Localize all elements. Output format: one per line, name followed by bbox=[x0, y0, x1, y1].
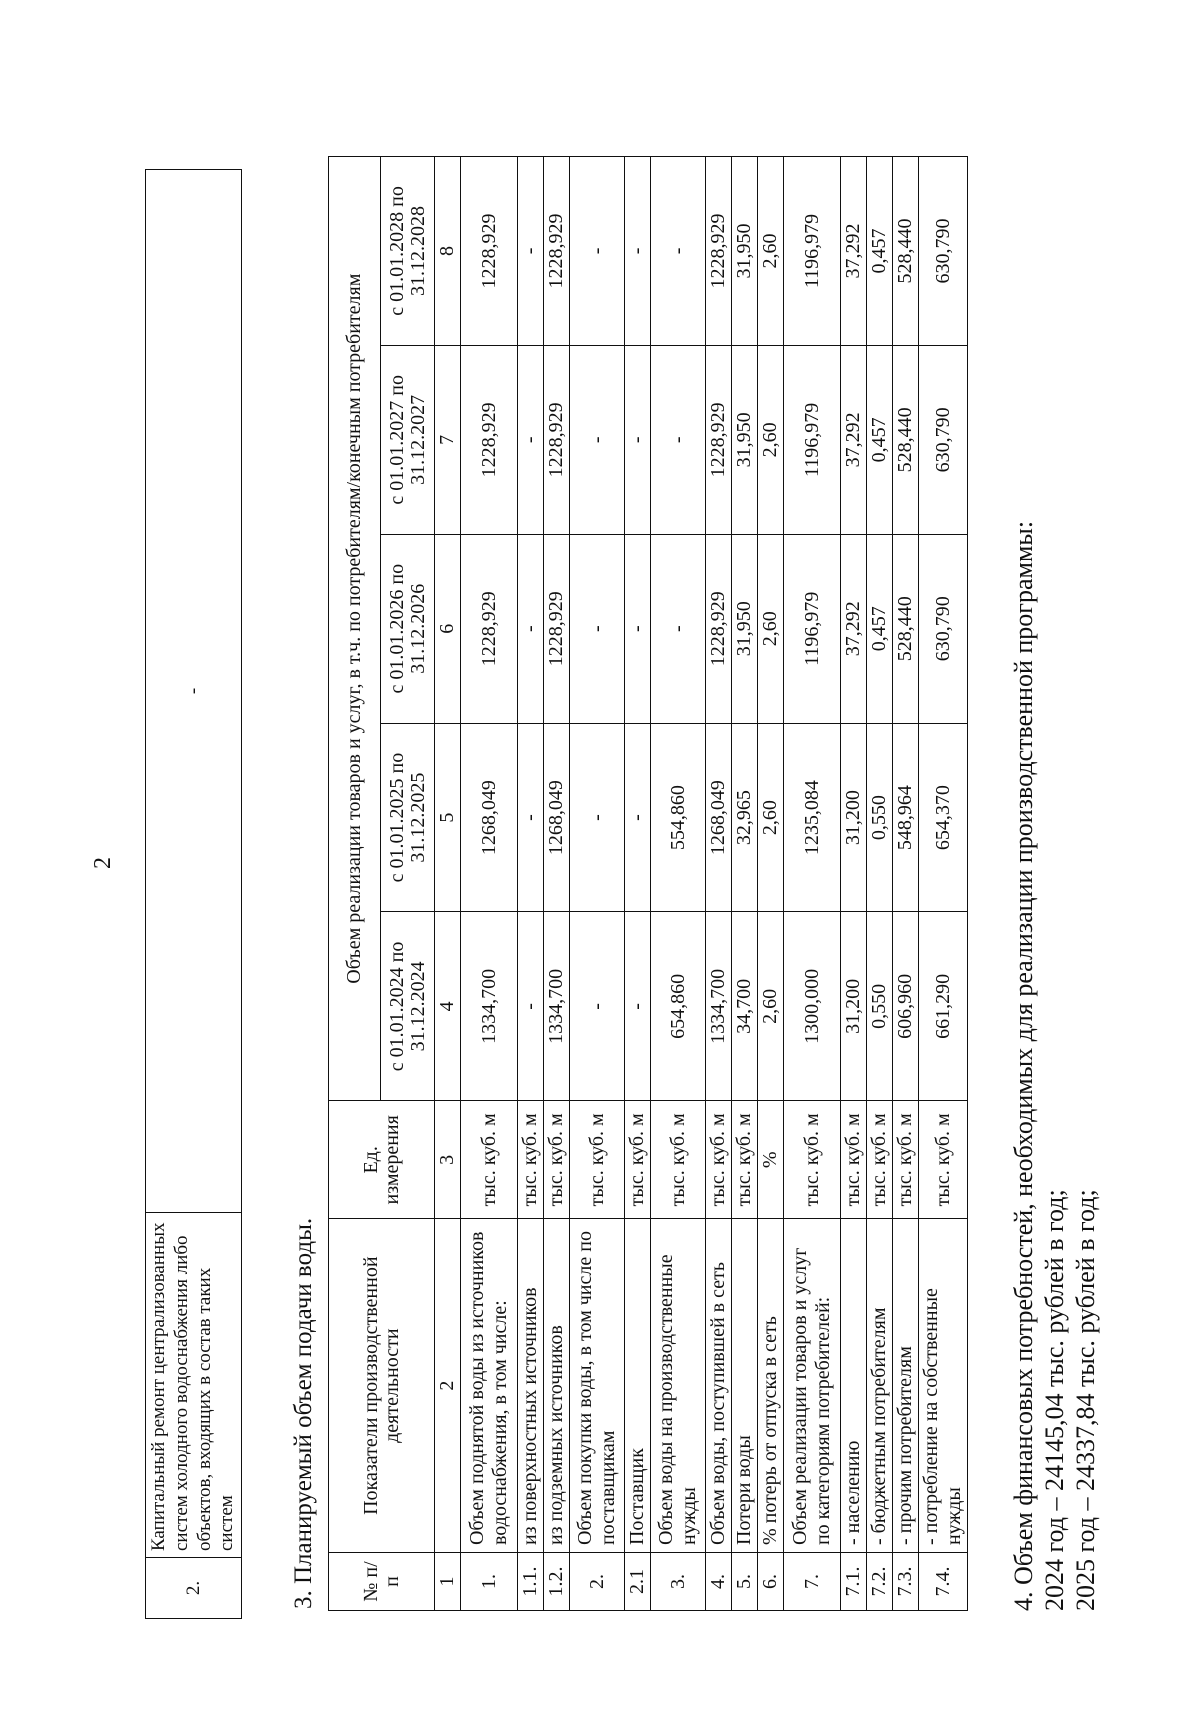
row-value: 528,440 bbox=[893, 345, 919, 534]
row-unit: тыс. куб. м bbox=[893, 1101, 919, 1219]
row-value: 654,860 bbox=[651, 912, 706, 1101]
row-num: 1.2. bbox=[544, 1553, 570, 1611]
row-name: - прочим потребителям bbox=[893, 1219, 919, 1553]
row-value: - bbox=[651, 345, 706, 534]
row-value: 554,860 bbox=[651, 723, 706, 912]
column-number: 5 bbox=[435, 723, 461, 912]
row-value: 34,700 bbox=[732, 912, 758, 1101]
row-value: 1334,700 bbox=[544, 912, 570, 1101]
row-unit: тыс. куб. м bbox=[732, 1101, 758, 1219]
row-value: 0,457 bbox=[867, 534, 893, 723]
table-row bbox=[784, 157, 841, 1611]
row-value: - bbox=[625, 345, 651, 534]
header-indicators: Показатели производственной деятельности bbox=[329, 1219, 435, 1553]
row-value: - bbox=[518, 534, 544, 723]
row-value: 630,790 bbox=[919, 534, 968, 723]
row-value: 1228,929 bbox=[544, 345, 570, 534]
row-num: 2.1 bbox=[625, 1553, 651, 1611]
row-value: - bbox=[625, 723, 651, 912]
row-name: % потерь от отпуска в сеть bbox=[758, 1219, 784, 1553]
row-value: 2,60 bbox=[758, 912, 784, 1101]
row-value: 1196,979 bbox=[784, 345, 841, 534]
row-name: Объем покупки воды, в том числе по поставщикам bbox=[570, 1219, 625, 1553]
row-value: 2,60 bbox=[758, 534, 784, 723]
capital-repair-text: Капитальный ремонт централизованных систем холодного водоснабжения либо объектов, входящих в состав таких систем bbox=[146, 1213, 242, 1558]
row-unit: тыс. куб. м bbox=[625, 1101, 651, 1219]
row-value: 606,960 bbox=[893, 912, 919, 1101]
row-value: 1228,929 bbox=[706, 345, 732, 534]
header-period: с 01.01.2025 по 31.12.2025 bbox=[381, 723, 435, 912]
row-value: 1196,979 bbox=[784, 534, 841, 723]
header-period: с 01.01.2024 по 31.12.2024 bbox=[381, 912, 435, 1101]
row-value: 31,950 bbox=[732, 157, 758, 346]
row-value: - bbox=[518, 912, 544, 1101]
row-unit: тыс. куб. м bbox=[784, 1101, 841, 1219]
table-row bbox=[570, 157, 625, 1611]
row-value: - bbox=[651, 534, 706, 723]
row-value: 32,965 bbox=[732, 723, 758, 912]
row-value: - bbox=[518, 157, 544, 346]
row-value: 37,292 bbox=[841, 157, 867, 346]
row-value: - bbox=[651, 157, 706, 346]
row-value: 0,457 bbox=[867, 157, 893, 346]
row-unit: тыс. куб. м bbox=[841, 1101, 867, 1219]
row-value: 0,457 bbox=[867, 345, 893, 534]
row-value: 2,60 bbox=[758, 157, 784, 346]
row-num: 7.1. bbox=[841, 1553, 867, 1611]
row-num: 5. bbox=[732, 1553, 758, 1611]
column-number: 6 bbox=[435, 534, 461, 723]
row-value: 1228,929 bbox=[461, 157, 518, 346]
row-value: 1268,049 bbox=[544, 723, 570, 912]
header-period: с 01.01.2028 по 31.12.2028 bbox=[381, 157, 435, 346]
row-unit: тыс. куб. м bbox=[518, 1101, 544, 1219]
row-value: - bbox=[570, 534, 625, 723]
section3-title: 3. Планируемый объем подачи воды. bbox=[290, 1217, 317, 1609]
column-number: 7 bbox=[435, 345, 461, 534]
column-number: 1 bbox=[435, 1553, 461, 1611]
row-unit: тыс. куб. м bbox=[570, 1101, 625, 1219]
row-value: 528,440 bbox=[893, 534, 919, 723]
row-value: 1196,979 bbox=[784, 157, 841, 346]
row-value: 2,60 bbox=[758, 723, 784, 912]
row-value: 31,200 bbox=[841, 723, 867, 912]
row-unit: тыс. куб. м bbox=[867, 1101, 893, 1219]
row-num: 7.4. bbox=[919, 1553, 968, 1611]
row-value: 1228,929 bbox=[544, 534, 570, 723]
row-num: 1. bbox=[461, 1553, 518, 1611]
capital-repair-num: 2. bbox=[146, 1558, 242, 1619]
row-value: 528,440 bbox=[893, 157, 919, 346]
table-row bbox=[651, 157, 706, 1611]
row-value: - bbox=[518, 345, 544, 534]
row-value: 630,790 bbox=[919, 345, 968, 534]
table-row bbox=[544, 157, 570, 1611]
row-value: 1235,084 bbox=[784, 723, 841, 912]
header-row-1 bbox=[329, 157, 381, 1611]
row-num: 4. bbox=[706, 1553, 732, 1611]
row-value: 1334,700 bbox=[706, 912, 732, 1101]
row-unit: тыс. куб. м bbox=[461, 1101, 518, 1219]
table-row bbox=[461, 157, 518, 1611]
row-unit: % bbox=[758, 1101, 784, 1219]
section4 bbox=[1008, 521, 1101, 1611]
row-value: 630,790 bbox=[919, 157, 968, 346]
row-name: Объем воды, поступившей в сеть bbox=[706, 1219, 732, 1553]
capital-repair-row bbox=[146, 170, 242, 1619]
row-name: Поставщик bbox=[625, 1219, 651, 1553]
row-value: 1334,700 bbox=[461, 912, 518, 1101]
row-num: 7. bbox=[784, 1553, 841, 1611]
column-numbers-row bbox=[435, 157, 461, 1611]
row-value: 1228,929 bbox=[461, 345, 518, 534]
row-value: 661,290 bbox=[919, 912, 968, 1101]
table-row bbox=[518, 157, 544, 1611]
row-value: 1300,000 bbox=[784, 912, 841, 1101]
row-name: Объем поднятой воды из источников водоснабжения, в том числе: bbox=[461, 1219, 518, 1553]
row-unit: тыс. куб. м bbox=[706, 1101, 732, 1219]
row-name: Потери воды bbox=[732, 1219, 758, 1553]
row-value: - bbox=[625, 534, 651, 723]
column-number: 3 bbox=[435, 1101, 461, 1219]
row-num: 1.1. bbox=[518, 1553, 544, 1611]
row-value: 2,60 bbox=[758, 345, 784, 534]
row-value: 0,550 bbox=[867, 912, 893, 1101]
row-name: - населению bbox=[841, 1219, 867, 1553]
row-value: - bbox=[625, 912, 651, 1101]
table-row bbox=[893, 157, 919, 1611]
row-value: 1228,929 bbox=[544, 157, 570, 346]
row-value: 1228,929 bbox=[706, 534, 732, 723]
row-name: Объем реализации товаров и услуг по категориям потребителей: bbox=[784, 1219, 841, 1553]
row-num: 7.3. bbox=[893, 1553, 919, 1611]
row-name: - потребление на собственные нужды bbox=[919, 1219, 968, 1553]
section4-line: 2024 год – 24145,04 тыс. рублей в год; bbox=[1040, 1189, 1069, 1611]
row-value: 1268,049 bbox=[706, 723, 732, 912]
row-value: - bbox=[570, 723, 625, 912]
header-period: с 01.01.2026 по 31.12.2026 bbox=[381, 534, 435, 723]
row-num: 6. bbox=[758, 1553, 784, 1611]
row-name: - бюджетным потребителям bbox=[867, 1219, 893, 1553]
column-number: 8 bbox=[435, 157, 461, 346]
row-name: из подземных источников bbox=[544, 1219, 570, 1553]
row-value: 548,964 bbox=[893, 723, 919, 912]
row-value: 37,292 bbox=[841, 345, 867, 534]
header-period: с 01.01.2027 по 31.12.2027 bbox=[381, 345, 435, 534]
water-supply-table-body bbox=[329, 157, 968, 1611]
row-name: Объем воды на производственные нужды bbox=[651, 1219, 706, 1553]
row-num: 2. bbox=[570, 1553, 625, 1611]
row-value: - bbox=[570, 912, 625, 1101]
column-number: 4 bbox=[435, 912, 461, 1101]
column-number: 2 bbox=[435, 1219, 461, 1553]
row-value: 1268,049 bbox=[461, 723, 518, 912]
row-value: 31,200 bbox=[841, 912, 867, 1101]
row-value: - bbox=[570, 345, 625, 534]
table-row bbox=[625, 157, 651, 1611]
header-volume-group: Объем реализации товаров и услуг, в т.ч. по потребителям/конечным потребителям bbox=[329, 157, 381, 1101]
row-unit: тыс. куб. м bbox=[544, 1101, 570, 1219]
row-value: 1228,929 bbox=[461, 534, 518, 723]
table-row bbox=[867, 157, 893, 1611]
row-num: 7.2. bbox=[867, 1553, 893, 1611]
row-value: - bbox=[625, 157, 651, 346]
page-number: 2 bbox=[90, 857, 116, 869]
table-row bbox=[732, 157, 758, 1611]
row-unit: тыс. куб. м bbox=[919, 1101, 968, 1219]
row-unit: тыс. куб. м bbox=[651, 1101, 706, 1219]
capital-repair-value: - bbox=[146, 170, 242, 1213]
row-value: - bbox=[518, 723, 544, 912]
rotated-page bbox=[40, 69, 1160, 1669]
row-value: 37,292 bbox=[841, 534, 867, 723]
row-num: 3. bbox=[651, 1553, 706, 1611]
table-row bbox=[706, 157, 732, 1611]
header-num: № п/п bbox=[329, 1553, 435, 1611]
table-row bbox=[919, 157, 968, 1611]
row-value: 654,370 bbox=[919, 723, 968, 912]
row-value: 1228,929 bbox=[706, 157, 732, 346]
row-name: из поверхностных источников bbox=[518, 1219, 544, 1553]
water-supply-table bbox=[328, 156, 968, 1611]
header-unit: Ед. измерения bbox=[329, 1101, 435, 1219]
row-value: 31,950 bbox=[732, 345, 758, 534]
row-value: - bbox=[570, 157, 625, 346]
row-value: 0,550 bbox=[867, 723, 893, 912]
row-value: 31,950 bbox=[732, 534, 758, 723]
table-row bbox=[841, 157, 867, 1611]
capital-repair-table bbox=[145, 169, 242, 1619]
table-row bbox=[758, 157, 784, 1611]
section4-title: 4. Объем финансовых потребностей, необходимых для реализации производственной программы: bbox=[1009, 520, 1038, 1611]
section4-line: 2025 год – 24337,84 тыс. рублей в год; bbox=[1071, 1189, 1100, 1611]
